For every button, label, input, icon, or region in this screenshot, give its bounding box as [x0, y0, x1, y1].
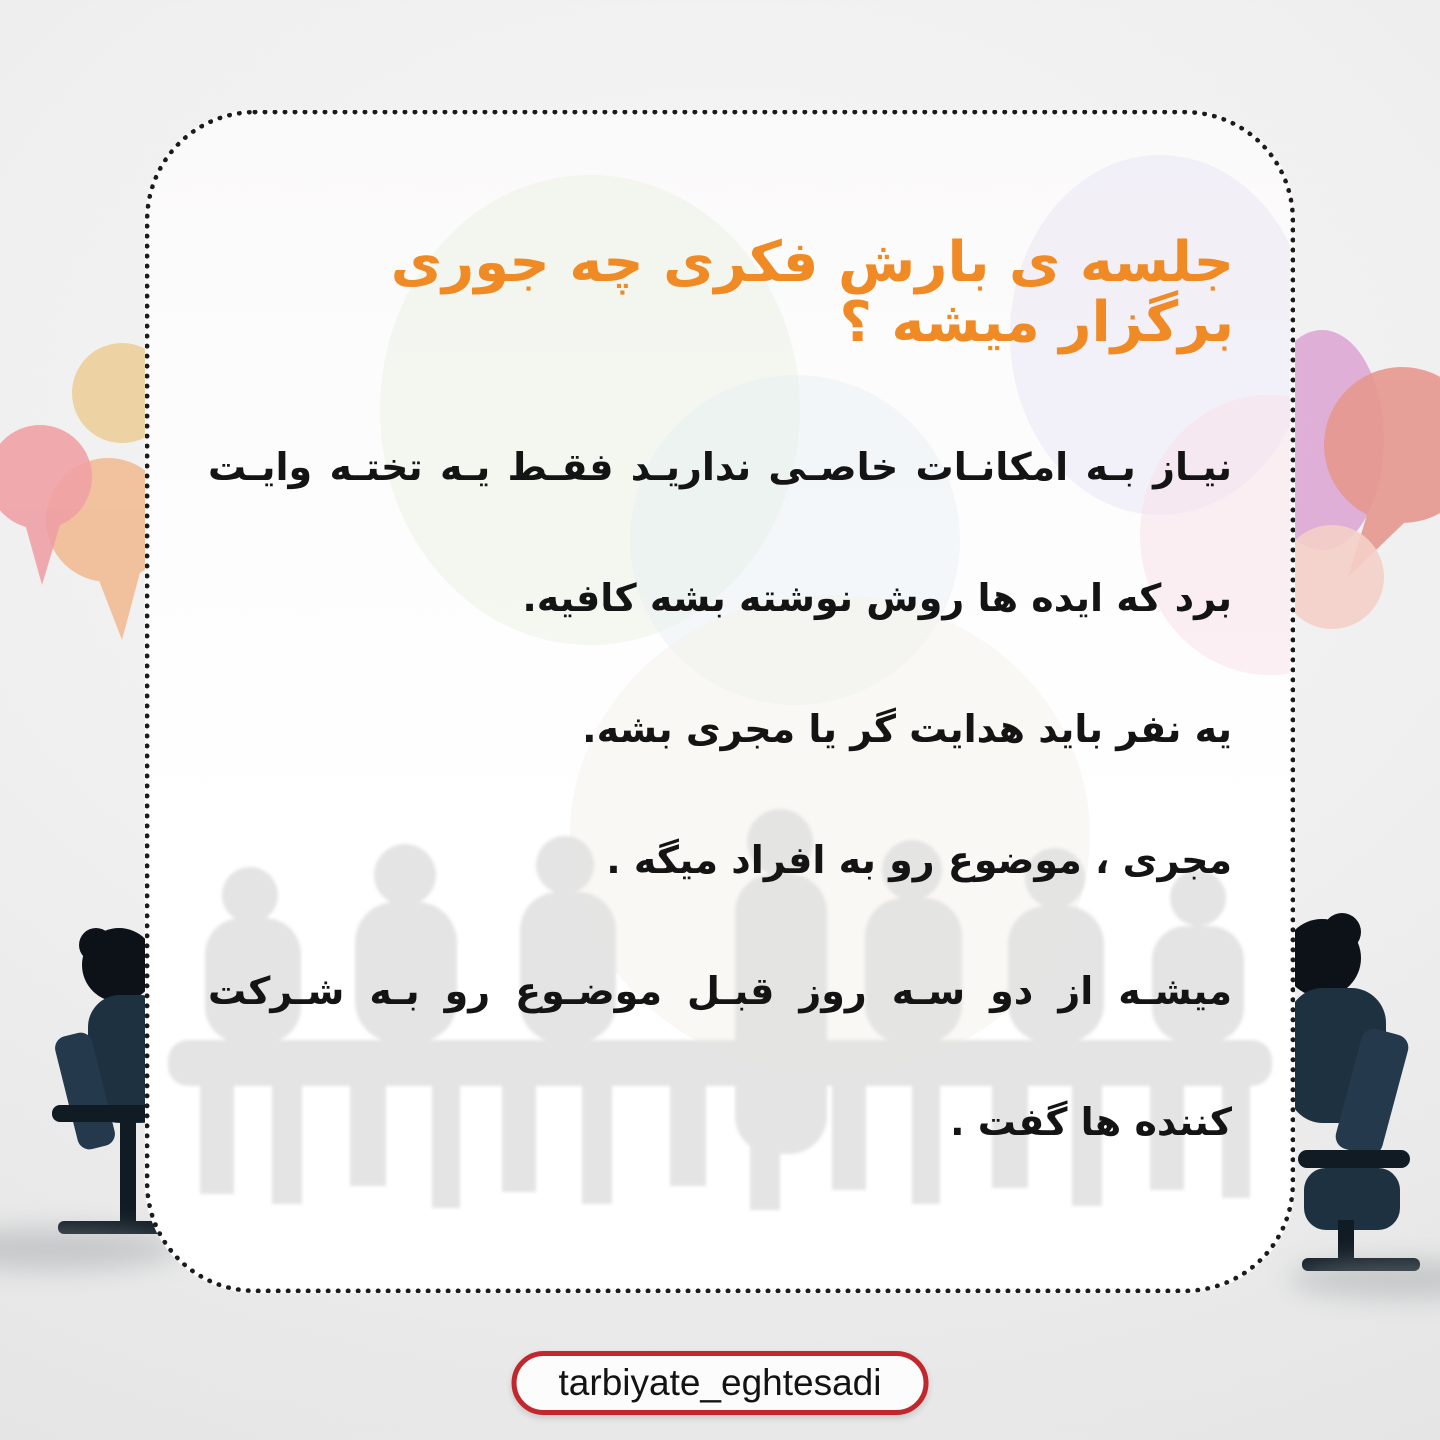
right-speech-bubbles [1282, 325, 1440, 660]
body-text-line: نیـاز بـه امکانـات خاصـی نداریـد فقـط یـه تختـه وایـت [208, 445, 1232, 489]
body-text-line: یه نفر باید هدایت گر یا مجری بشه. [582, 707, 1232, 751]
right-chair-column [1338, 1220, 1354, 1262]
body-text-line: مجری ، موضوع رو به افراد میگه . [606, 838, 1232, 882]
left-speech-bubbles [0, 335, 165, 655]
body-text-line: میشـه از دو سـه روز قبـل موضـوع رو بـه شـرکت [208, 969, 1232, 1013]
blush-speech-bubble-icon [1282, 525, 1384, 629]
left-chair-column [120, 1122, 136, 1222]
right-person-silhouette [1280, 880, 1440, 1280]
left-chair-armrest [52, 1105, 152, 1122]
body-text-line: کننده ها گفت . [950, 1100, 1232, 1144]
username-badge-label: tarbiyate_eghtesadi [558, 1362, 882, 1403]
brainstorm-card [145, 110, 1295, 1293]
right-chair-armrest [1298, 1150, 1410, 1168]
card-body-text [208, 402, 1232, 1188]
username-badge [512, 1351, 929, 1415]
body-text-line: برد که ایده ها روش نوشته بشه کافیه. [522, 576, 1232, 620]
card-title: جلسه ی بارش فکری چه جوری برگزار میشه ؟ [390, 230, 1234, 355]
